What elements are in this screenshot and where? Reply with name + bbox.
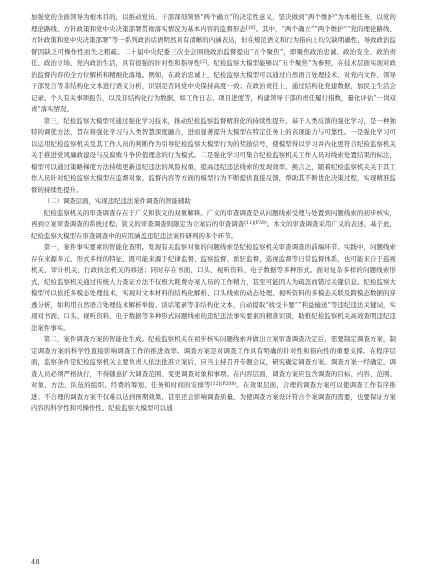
page-number: 48 <box>31 558 40 566</box>
citation-marker: [2] <box>200 60 207 65</box>
citation-marker: [12](P208) <box>210 382 237 387</box>
citation-marker: [11](P39) <box>244 221 267 226</box>
citation-marker: [10] <box>245 25 256 31</box>
body-paragraph: 第二，案件调查方案的智能化生成。纪检监察机关在初步核实问题线索并做出立案审查调查决定后，需要制定调查方案，制定调查方案的科学性直接影响调查工作的推进效率。调查方案是对调查工作具有明确的针对性和指向性的重要支撑。在程序层面，监察条件是纪检监察机关主要负责人依法批准立案后，应当主持召开专题会议，研究确定调查方案。调查方案一经确定，调查人员必须严格执行，不得随意扩大调查范围、变更调查对象和事项。在内容层面，调查方案应包含调查的目标、内容、范围、对象、方法、队伍的组织、经费的筹划、任务和时间的安排等$^{[12](P208)}$。在效果层面，合理的调查方案可以使调查工作有序推进；不合理的调查方案不仅难以达到预期效果，甚至还会影响调查质量。为使调查方案设计符合个案调查的需要，也要保证方案内容的科学性和可操作性。纪检监察大模型可以通 <box>31 335 396 412</box>
body-paragraph: 第三，纪检监察大模型可通过强化学习技术，推动纪检监察监督精准化的持续性提升。基于人类反馈的强化学习，是一种独特的调优方法，旨在将强化学习与人类智慧深度融合，进而显著提升大模型在特定任务上的表现能力与可靠性。一是强化学习可以运用纪检监察机关及其工作人员的判断作为引导纪检监察大模型行为的奖励信号，使模型得以学习并内化更符合纪检监察机关关于推进党风廉政建设与反腐败斗争价值理念的行为模式。二是强化学习可集合纪检监察机关工作人员对线索处置结果的标注，模型可以通过策略梯度方法持续更新违纪违法的风险权重，提高违纪违法线索的发现效率。换言之，随着纪检监察机关关于其工作人员针对纪检监察大模型在监督对象、监督内容等方面的模型行为不断提供直接反馈，帮助其不断优化决策过程，实现精准监督的持续性提升。 <box>31 116 396 194</box>
section-heading: （二）调查层面，实现违纪违法案件调查的智能辅助 <box>43 197 191 205</box>
body-paragraph: 纪检监察机关的审查调查存在于广义和狭义的双重解释。广义的审查调查是从问题线索受理与处置到问题线索的初步核实，再到立案审查调查的系统过程；狭义的审查调查则限定为立案后的审查调查$^{[11](P39)}$。本文的审查调查采用广义的表述。基于此，纪检监察大模型在审查调查中的应用涵盖违纪违法案件研判的多个环节。 <box>31 208 396 240</box>
body-paragraph: 第一，案件事实要素的智能化查明。发现有关监察对象的问题线索是纪检监察机关审查调查的前端环节。实践中，问题线索存在来源多元、形式多样的特征，既可能来源于纪律监督、监察监督、派驻监督、巡视监督等日常监督体系，也可能来自于巡视机关、审计机关、行政执法机关的移送；同时存在书面、口头、视听资料、电子数据等多种形式。面对复杂多样的问题线索形式，纪检监察机关通过传统人力查证方法不仅极大耗费办案人员的工作精力，甚至可能因人为疏忽而错过关键信息。纪检监察大模型可以依托多模态处理技术，实现对文本材料的结构化解析、口头线索的动态处理、视听资料的多模态关联及跨模态数据的穿透分析，如利用自然语言处理技术解析举报、谈话笔录等非结构化文本，自动提取“收受卡要”“利益输送”等违纪违法关键词，实现对书面、口头、视听资料、电子数据等多种形式问题线索的违纪违法事实要素的精准识别，助推纪检监察机关高效查明违纪违法案件事实。 <box>31 243 396 332</box>
body-paragraph: 加强党的全面领导为根本目的，以推动党员、干部深刻领悟“两个确立”的决定性意义，坚决做到“两个维护”为本根任务，以党的理论路线、方针政策和党中央决策部署贯彻落实情况为基本内容的监督形态[10]。其中，“两个确立”“两个维护”“党的理论路线、方针政策和党中央决策部署”等一系列政治话语明然具有清晰的内涵表达，但在规范语义和行为指向上均欠缺明确性，导致政治监督因缺乏可操作性而失之粗疏。二十届中央纪委三次全会围绕政治监督提出“五个聚焦”，即聚焦政治忠诚、政治安全、政治责任、政治立场、党内政治生活，具有很强的针对性和指导性[2]。纪检监察大模型能够以“五个聚焦”为参照，在技术层面实现对政治监督内容的全方位解析和精细化落地。例如，在政治忠诚上，纪检监察大模型可以通过自然语言处理技术，对党内文件、领导干部发言等非结构化文本进行语义分析，识别是否同党中央保持高度一致；在政治责任上，通过结构化党建数据，加民主生活会记录、个人有关事项报告，以及非结构化行为数据，如工作日志、项目进度等，构建领导干部的责任履行指数，量化评估“一岗双责”落实情况。 <box>31 13 396 113</box>
